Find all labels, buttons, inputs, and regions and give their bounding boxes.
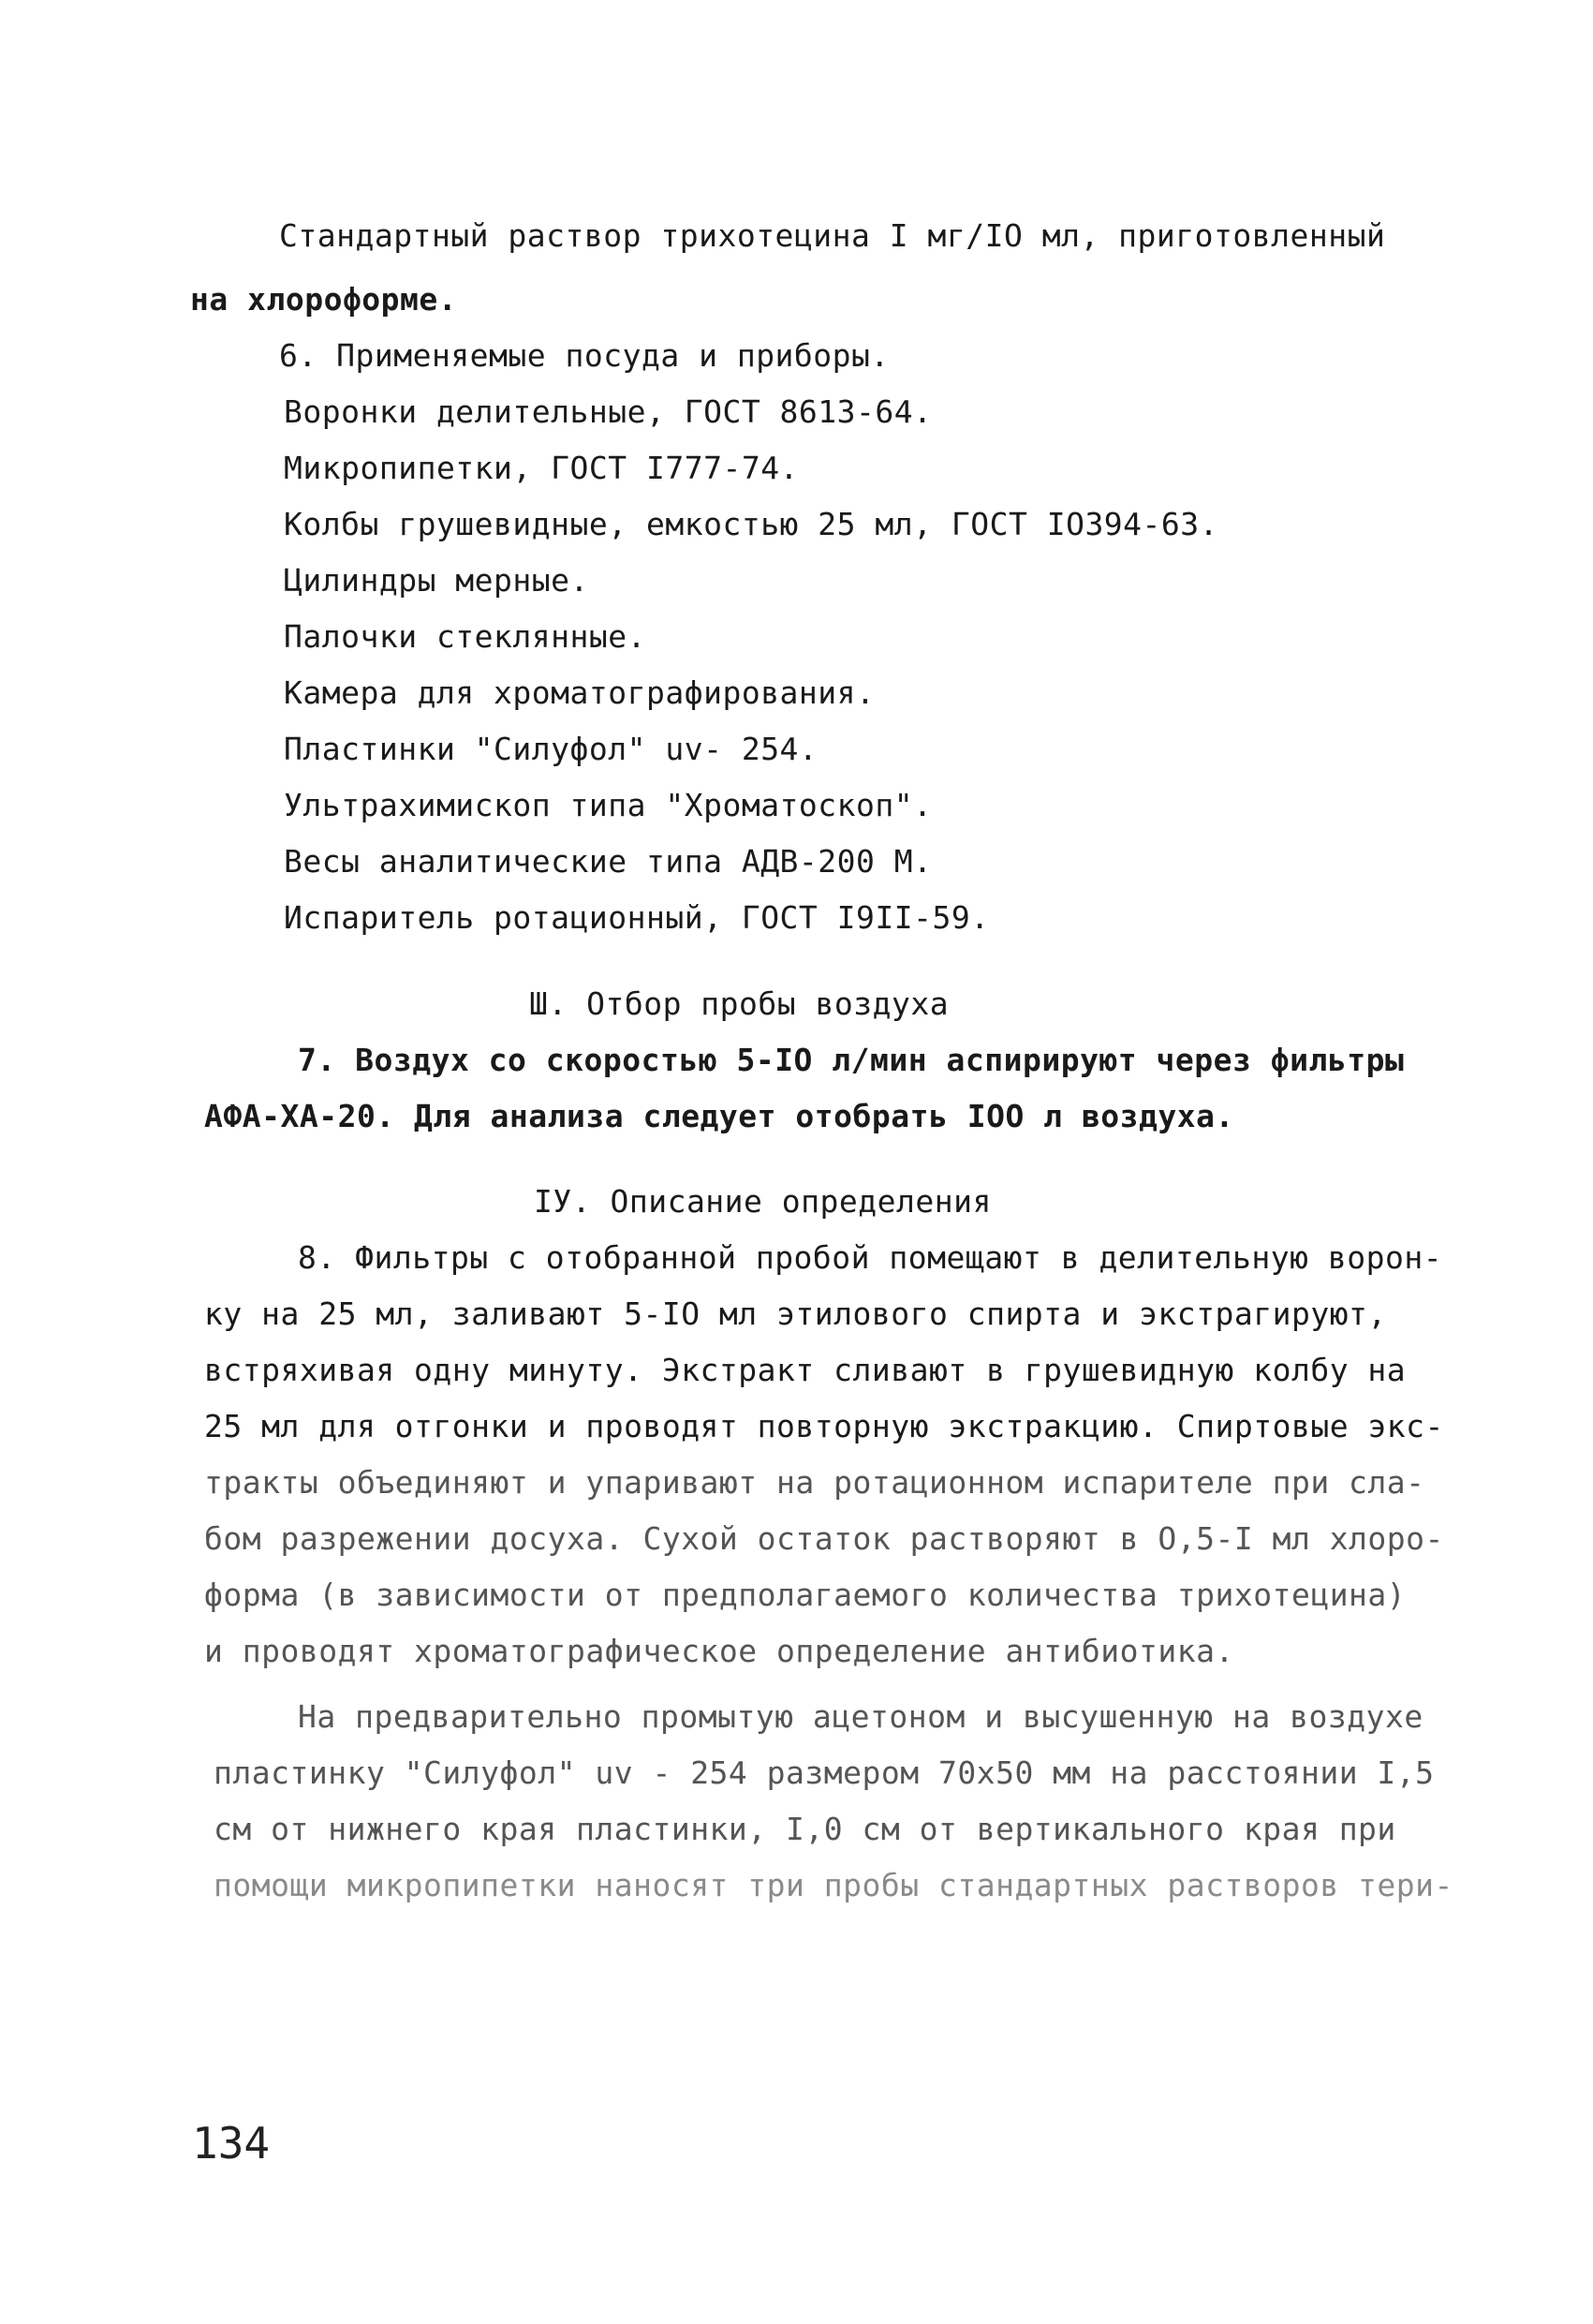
procedure-line: 25 мл для отгонки и проводят повторную экстракцию. Спиртовые экс- xyxy=(204,1408,1444,1444)
procedure-line: см от нижнего края пластинки, I,0 см от вертикального края при xyxy=(214,1811,1396,1847)
equipment-item: Цилиндры мерные. xyxy=(284,562,589,599)
procedure-line: и проводят хроматографическое определение антибиотика. xyxy=(204,1633,1234,1669)
procedure-line: форма (в зависимости от предполагаемого количества трихотецина) xyxy=(204,1576,1407,1613)
procedure-line: бом разрежении досуха. Сухой остаток растворяют в О,5-I мл хлоро- xyxy=(204,1520,1444,1557)
section-3-line-2: АФА-ХА-20. Для анализа следует отобрать IOO л воздуха. xyxy=(204,1098,1234,1134)
procedure-line: тракты объединяют и упаривают на ротационном испарителе при сла- xyxy=(204,1464,1425,1501)
reagent-line-2: на хлороформе. xyxy=(190,281,458,318)
procedure-line: 8. Фильтры с отобранной пробой помещают в делительную ворон- xyxy=(298,1239,1443,1276)
procedure-line: встряхивая одну минуту. Экстракт сливают в грушевидную колбу на xyxy=(204,1352,1407,1388)
section-6-heading: 6. Применяемые посуда и приборы. xyxy=(279,337,890,374)
equipment-item: Ультрахимископ типа "Хроматоскоп". xyxy=(284,787,933,823)
equipment-item: Колбы грушевидные, емкостью 25 мл, ГОСТ IO394-63. xyxy=(284,506,1219,542)
procedure-line: На предварительно промытую ацетоном и высушенную на воздухе xyxy=(298,1698,1423,1735)
procedure-line: ку на 25 мл, заливают 5-IO мл этилового спирта и экстрагируют, xyxy=(204,1295,1387,1332)
procedure-line: пластинку "Силуфол" uv - 254 размером 70х50 мм на расстоянии I,5 xyxy=(214,1754,1435,1791)
equipment-item: Камера для хроматографирования. xyxy=(284,674,876,711)
section-3-line-1: 7. Воздух со скоростью 5-IO л/мин аспирируют через фильтры xyxy=(298,1042,1405,1078)
page-number: 134 xyxy=(192,2118,271,2169)
equipment-item: Палочки стеклянные. xyxy=(284,618,646,655)
reagent-line-1: Стандартный раствор трихотецина I мг/IO мл, приготовленный xyxy=(279,217,1386,254)
section-4-heading: IУ. Описание определения xyxy=(534,1183,992,1220)
section-3-heading: Ш. Отбор пробы воздуха xyxy=(529,985,950,1022)
equipment-item: Воронки делительные, ГОСТ 8613-64. xyxy=(284,393,933,430)
equipment-item: Пластинки "Силуфол" uv- 254. xyxy=(284,731,819,767)
equipment-item: Микропипетки, ГОСТ I777-74. xyxy=(284,450,799,486)
equipment-item: Испаритель ротационный, ГОСТ I9II-59. xyxy=(284,899,990,936)
equipment-item: Весы аналитические типа АДВ-200 М. xyxy=(284,843,933,880)
procedure-line: помощи микропипетки наносят три пробы стандартных растворов тери- xyxy=(214,1867,1453,1903)
